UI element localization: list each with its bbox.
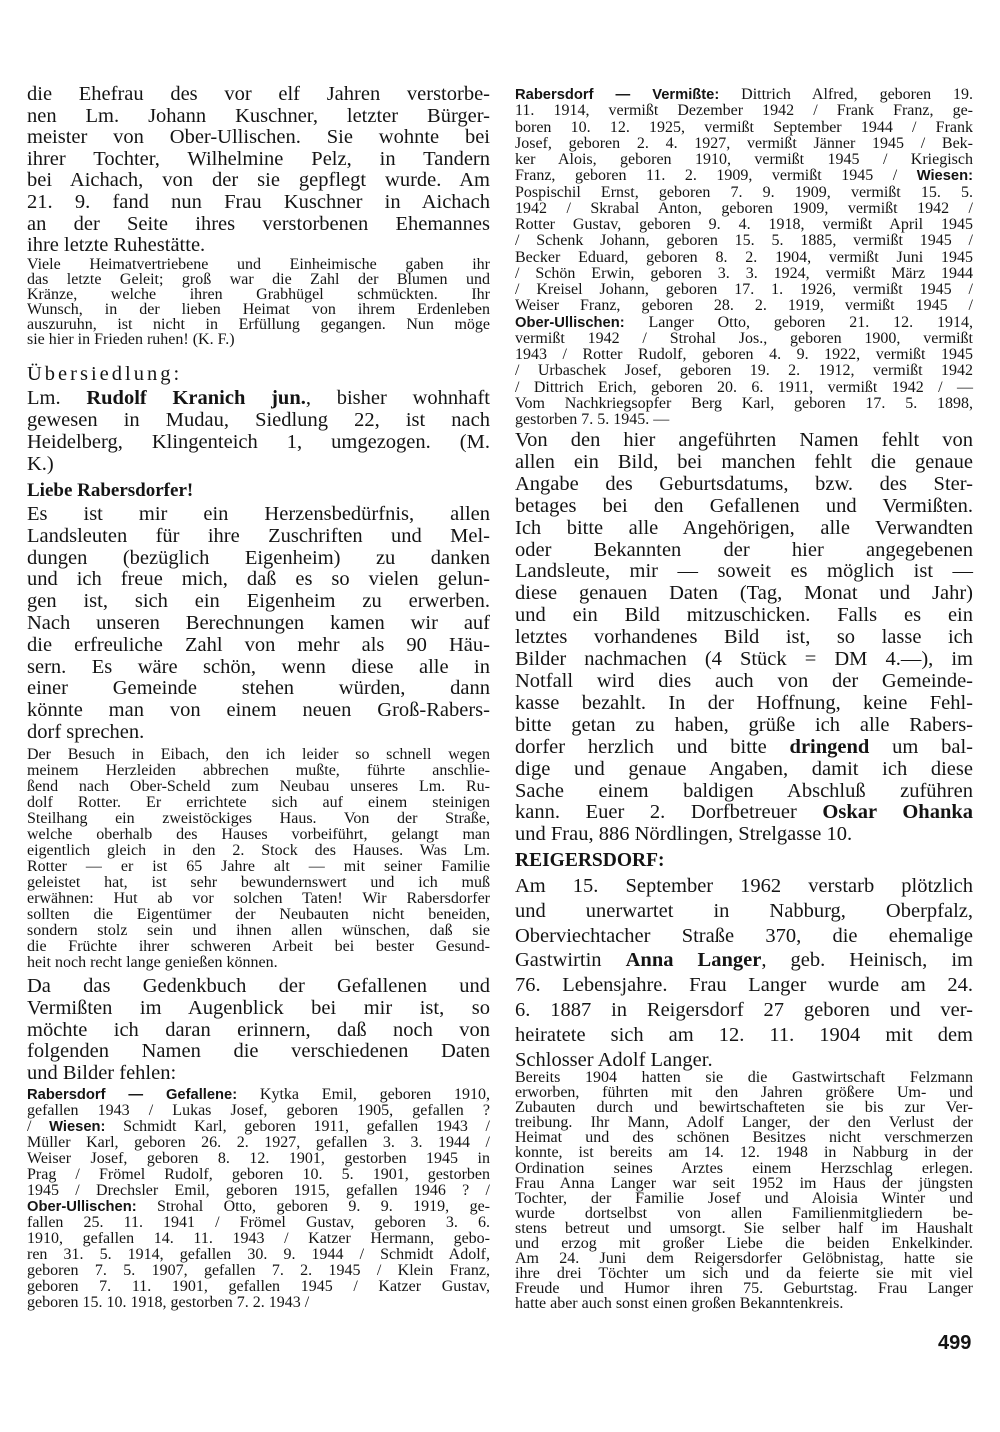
text-line: dungen (bezüglich Eigenheim) zu danken	[27, 546, 490, 569]
text-line: und ich freue mich, daß es so vielen gelun-	[27, 568, 490, 591]
text-line: Prag / Frömel Rudolf, geboren 10. 5. 1901, gestorben	[27, 1166, 490, 1183]
text-line: Von den hier angeführten Namen fehlt von	[515, 429, 973, 451]
text-line: Weiser Josef, geboren 8. 12. 1901, gestorben 1945 in	[27, 1150, 490, 1167]
text-line: Müller Karl, geboren 26. 2. 1927, gefallen 3. 3. 1944 /	[27, 1134, 490, 1151]
text-line: Steilhang ein zweistöckiges Haus. Von der Straße,	[27, 810, 490, 827]
text-line: sie hier in Frieden ruhen! (K. F.)	[27, 331, 235, 348]
page-number: 499	[938, 1332, 972, 1354]
text-line: meinem Herzleiden abbrechen mußte, führte anschlie-	[27, 762, 490, 779]
text-line: Landsleute, mir — soweit es möglich ist —	[515, 560, 973, 583]
text-line	[515, 315, 973, 331]
emphasized-text: Anna Langer	[625, 949, 762, 972]
text-line: geboren 7. 11. 1901, gefallen 1945 / Katzer Gustav,	[27, 1278, 490, 1295]
text-segment: um bal-	[869, 735, 973, 758]
emphasized-text: Rabersdorf — Gefallene:	[27, 1087, 238, 1103]
text-line	[515, 737, 973, 759]
text-line: könnte man von einem neuen Groß-Rabers-	[27, 699, 490, 722]
text-segment: Schmidt Karl, geboren 1911, gefallen 1943 /	[105, 1118, 490, 1135]
text-line: Pospischil Ernst, geboren 7. 9. 1909, vermißt 15. 5.	[515, 183, 973, 201]
text-line: Da das Gedenkbuch der Gefallenen und	[27, 975, 490, 997]
relocation-paragraph	[27, 387, 490, 475]
missing-list	[515, 87, 973, 428]
text-segment: Langer Otto, geboren 21. 12. 1914,	[624, 313, 973, 331]
text-line: Ordination seines Arztes einem Herzschlag erlegen.	[515, 1159, 973, 1177]
text-segment: dorfer herzlich und bitte	[515, 735, 790, 758]
text-line: und unerwartet in Nabburg, Oberpfalz,	[515, 899, 973, 922]
text-line: diese genauen Daten (Tag, Monat und Jahr)	[515, 582, 973, 605]
text-line: 6. 1887 in Reigersdorf 27 geboren und ver-	[515, 998, 973, 1021]
text-line: Bereits 1904 hatten sie die Gastwirtschaft Felzmann	[515, 1069, 973, 1086]
reigersdorf-note	[515, 1070, 973, 1312]
text-line: ßend nach Ober-Scheld zum Neubau unseres Lm. Ru-	[27, 778, 490, 795]
text-line: 21. 9. fand nun Frau Kuschner in Aichach	[27, 190, 490, 213]
text-line: Frau Anna Langer war seit 1952 im Haus der jüngsten	[515, 1174, 973, 1192]
text-line: heit noch recht lange genießen können.	[27, 954, 278, 971]
text-line: Kränze, welche ihren Grabhügel schmückten. Ihr	[27, 286, 490, 303]
text-line: und Bilder fehlen:	[27, 1062, 177, 1085]
text-line: oder Bekannten der hier angegebenen	[515, 538, 973, 561]
text-line: eigentlich gleich in den 2. Stock des Hauses. Was Lm.	[27, 842, 490, 859]
text-line: welche oberhalb des Hauses vorbeiführt, gelangt man	[27, 826, 490, 843]
text-line: das letzte Geleit; groß war die Zahl der Blumen und	[27, 271, 490, 288]
reigersdorf-paragraph	[515, 874, 973, 1072]
text-line: die erfreuliche Zahl von mehr als 90 Häu-	[27, 633, 490, 656]
letter-paragraph	[27, 504, 490, 744]
text-line: Wunsch, in der lieben Heimat von ihrem Erdenleben	[27, 301, 490, 318]
text-line: Freude und Humor ihren 75. Geburtstag. Frau Langer	[515, 1280, 973, 1298]
text-line: die Früchte ihrer schweren Arbeit bei bester Gesund-	[27, 938, 490, 955]
text-line	[515, 87, 973, 103]
text-line: K.)	[27, 453, 54, 475]
text-line: dige und genaue Angaben, damit ich diese	[515, 757, 973, 780]
text-line	[515, 948, 973, 973]
text-line: Zubauten durch und bewirtschafteten sie bis zur Ver-	[515, 1099, 973, 1117]
text-line: erworben, führten mit den Jahren größere Um- und	[515, 1084, 973, 1102]
text-line: gefallen 1943 / Lukas Josef, geboren 1905, gefallen ?	[27, 1102, 490, 1119]
emphasized-text: Ober-Ullischen:	[27, 1199, 137, 1215]
text-line: auszuruhn, ist nicht in Erfüllung gegangen. Nun möge	[27, 316, 490, 333]
text-line: bitte getan zu haben, grüße ich alle Rabers-	[515, 713, 973, 736]
text-line	[27, 1199, 490, 1215]
text-line: einer Gemeinde stehen würden, dann	[27, 677, 490, 700]
text-line: letztes vorhandenes Bild ist, so lasse ich	[515, 626, 973, 649]
text-line: an der Seite ihres verstorbenen Ehemannes	[27, 212, 490, 235]
text-line: Vom Nachkriegsopfer Berg Karl, geboren 17. 5. 1898,	[515, 394, 973, 412]
text-line: ihrer Tochter, Wilhelmine Pelz, in Tandern	[27, 147, 490, 170]
text-line	[27, 387, 490, 409]
text-line: / Schenk Johann, geboren 15. 5. 1885, vermißt 1945 /	[515, 232, 973, 250]
text-line: die Ehefrau des vor elf Jahren verstorbe-	[27, 83, 490, 105]
text-line: Der Besuch in Eibach, den ich leider so schnell wegen	[27, 746, 490, 763]
text-line: gewesen in Mudau, Siedlung 22, ist nach	[27, 409, 490, 431]
text-line	[27, 1119, 490, 1135]
memorial-paragraph	[27, 976, 490, 1085]
text-line: und erzog mit großer Liebe die beiden Enkelkinder.	[515, 1235, 973, 1253]
text-line: ihre drei Töchter um sich und da feierte sie mit viel	[515, 1265, 973, 1283]
obituary-paragraph	[27, 84, 490, 257]
text-line: ker Alois, geboren 1910, vermißt 1945 / Kriegisch	[515, 151, 973, 168]
emphasized-text: dringend	[789, 735, 870, 758]
text-line: Heidelberg, Klingenteich 1, umgezogen. (M.	[27, 431, 490, 453]
text-line: ren 31. 5. 1914, gefallen 30. 9. 1944 / Schmidt Adolf,	[27, 1246, 490, 1263]
text-line: 1910, gefallen 14. 11. 1943 / Katzer Hermann, gebo-	[27, 1230, 490, 1247]
text-line: dorf sprechen.	[27, 720, 145, 743]
text-line: kasse bezahlt. In der Hoffnung, keine Fehl-	[515, 691, 973, 714]
text-segment: , bisher wohnhaft	[305, 387, 490, 409]
visit-note	[27, 747, 490, 971]
emphasized-text: Wiesen:	[49, 1119, 106, 1135]
text-line: Landsleuten für ihre Zuschriften und Mel-	[27, 524, 490, 547]
text-line: treibung. Ihr Mann, Adolf Langer, der den Verlust der	[515, 1114, 973, 1132]
text-line: / Urbaschek Josef, geboren 19. 2. 1912, vermißt 1942	[515, 362, 973, 380]
text-line: Viele Heimatvertriebene und Einheimische gaben ihr	[27, 256, 490, 273]
text-line: Rotter Gustav, geboren 9. 4. 1918, vermißt April 1945	[515, 216, 973, 233]
text-segment: Gastwirtin	[515, 949, 626, 972]
text-line: vermißt 1942 / Strohal Jos., geboren 1900, vermißt	[515, 329, 973, 347]
text-line: Notfall wird dies auch von der Gemeinde-	[515, 669, 973, 692]
text-line: Am 24. Juni dem Reigersdorfer Gelöbnistag, hatte sie	[515, 1250, 973, 1268]
text-line: Ich bitte alle Angehörigen, alle Verwandten	[515, 516, 973, 539]
text-line: sondern stolz sein und ihnen allen wünschen, daß sie	[27, 922, 490, 939]
text-line: sollten die Eigentümer der Neubauten nicht beneiden,	[27, 906, 490, 923]
text-line: 11. 1914, vermißt Dezember 1942 / Frank Franz, ge-	[515, 102, 973, 120]
text-line: bei Aichach, von der sie gepflegt wurde. Am	[27, 169, 490, 192]
text-segment: , geb. Heinisch, im	[761, 949, 973, 972]
text-line: / Schön Erwin, geboren 3. 3. 1924, vermißt März 1944	[515, 264, 973, 282]
text-line: geboren 15. 10. 1918, gestorben 7. 2. 1943 /	[27, 1294, 310, 1311]
text-line: 1945 / Drechsler Emil, geboren 1915, gefallen 1946 ? /	[27, 1182, 490, 1199]
text-line: Es ist mir ein Herzensbedürfnis, allen	[27, 503, 490, 525]
emphasized-text: Wiesen:	[916, 168, 973, 185]
text-line: Nach unseren Berechnungen kamen wir auf	[27, 611, 490, 634]
text-line: Rotter — er ist 65 Jahre alt — mit seiner Familie	[27, 858, 490, 875]
text-line: Weiser Franz, geboren 28. 2. 1919, vermißt 1945 /	[515, 297, 973, 315]
text-line: heiratete sich am 12. 11. 1904 mit dem	[515, 1023, 973, 1046]
text-line: und Frau, 886 Nördlingen, Strelgasse 10.	[515, 823, 853, 846]
text-segment: Dittrich Alfred, geboren 19.	[719, 86, 973, 103]
letter-heading: Liebe Rabersdorfer!	[27, 480, 194, 501]
obituary-note	[27, 257, 490, 347]
text-line: meister von Ober-Ullischen. Sie wohnte bei	[27, 126, 490, 149]
text-line	[515, 802, 973, 824]
text-line: Am 15. September 1962 verstarb plötzlich	[515, 875, 973, 897]
text-line: boren 10. 12. 1925, vermißt September 1944 / Frank	[515, 118, 973, 136]
text-line: Heimat und des schönen Besitzes nicht verschmerzen	[515, 1129, 973, 1147]
text-line: ihre letzte Ruhestätte.	[27, 234, 206, 257]
text-line: 1942 / Skrabal Anton, geboren 1909, vermißt 1942 /	[515, 199, 973, 217]
text-line	[515, 168, 973, 184]
relocation-heading: Übersiedlung:	[27, 363, 183, 385]
text-segment: kann. Euer 2. Dorfbetreuer	[515, 801, 823, 824]
request-paragraph	[515, 430, 973, 846]
text-segment: Franz, geboren 11. 2. 1909, vermißt 1945 /	[515, 167, 917, 185]
text-line: Vermißten im Augenblick bei mir ist, so	[27, 996, 490, 1019]
emphasized-text: Rabersdorf — Vermißte:	[515, 87, 720, 103]
text-segment: Kytka Emil, geboren 1910,	[237, 1086, 490, 1103]
text-line: sern. Es wäre schön, wenn diese alle in	[27, 655, 490, 678]
text-line: konnte, ist bereits am 14. 12. 1948 in Nabburg in der	[515, 1144, 973, 1162]
text-line: betages bei den Gefallenen und Vermißten.	[515, 494, 973, 517]
text-line	[27, 1087, 490, 1103]
text-line: Sache einem baldigen Abschluß zuführen	[515, 779, 973, 802]
text-segment: Lm.	[27, 387, 87, 409]
text-line: / Kreisel Johann, geboren 17. 1. 1926, vermißt 1945 /	[515, 281, 973, 298]
text-line: Oberviechtacher Straße 370, die ehemalige	[515, 924, 973, 947]
text-line: Schlosser Adolf Langer.	[515, 1048, 713, 1071]
text-line: Becker Eduard, geboren 8. 2. 1904, vermißt Juni 1945	[515, 248, 973, 266]
text-line: folgenden Namen die verschiedenen Daten	[27, 1040, 490, 1063]
emphasized-text: Rudolf Kranich jun.	[86, 387, 306, 409]
text-line: möchte ich daran erinnern, daß noch von	[27, 1018, 490, 1041]
text-line: erwähnen: Hut ab vor solchen Taten! Wir Rabersdorfer	[27, 890, 490, 907]
text-line: Tochter, der Familie Josef und Aloisia Winter und	[515, 1189, 973, 1207]
text-line: gestorben 7. 5. 1945. —	[515, 411, 670, 428]
text-line: Angabe des Geburtsdatums, bzw. des Ster-	[515, 472, 973, 495]
text-line: 76. Lebensjahre. Frau Langer wurde am 24.	[515, 974, 973, 997]
text-line: gen ist, sich ein Eigenheim zu erwerben.	[27, 590, 490, 613]
text-line: und ein Bild mitzuschicken. Falls es ein	[515, 604, 973, 627]
text-line: geleistet hat, ist sehr bewundernswert und ich muß	[27, 874, 490, 891]
emphasized-text: Oskar Ohanka	[822, 801, 974, 824]
text-line: hatte aber auch sonst einen großen Bekanntenkreis.	[515, 1295, 844, 1313]
text-line: allen ein Bild, bei manchen fehlt die genaue	[515, 450, 973, 473]
text-line: 1943 / Rotter Rudolf, geboren 4. 9. 1922, vermißt 1945	[515, 346, 973, 363]
text-line: fallen 25. 11. 1941 / Frömel Gustav, geboren 3. 6.	[27, 1214, 490, 1231]
text-line: Josef, geboren 2. 4. 1927, vermißt Jänner 1945 / Bek-	[515, 134, 973, 152]
emphasized-text: Ober-Ullischen:	[515, 314, 625, 331]
text-line: stens betreut und umsorgt. Sie selber half im Haushalt	[515, 1219, 973, 1237]
text-line: / Dittrich Erich, geboren 20. 6. 1911, vermißt 1942 / —	[515, 378, 973, 396]
text-line: dolf Rotter. Er errichtete sich auf einem steinigen	[27, 794, 490, 811]
text-line: nen Lm. Johann Kuschner, letzter Bürger-	[27, 104, 490, 127]
fallen-list	[27, 1087, 490, 1311]
text-segment: Strohal Otto, geboren 9. 9. 1919, ge-	[136, 1198, 490, 1215]
text-line: geboren 7. 5. 1907, gefallen 7. 2. 1945 / Klein Franz,	[27, 1262, 490, 1279]
text-line: Bilder nachmachen (4 Stück = DM 4.—), im	[515, 648, 973, 671]
text-line: wurde dortselbst von allen Familienmitgliedern be-	[515, 1204, 973, 1222]
reigersdorf-heading: REIGERSDORF:	[515, 850, 665, 871]
text-segment: /	[27, 1118, 50, 1135]
